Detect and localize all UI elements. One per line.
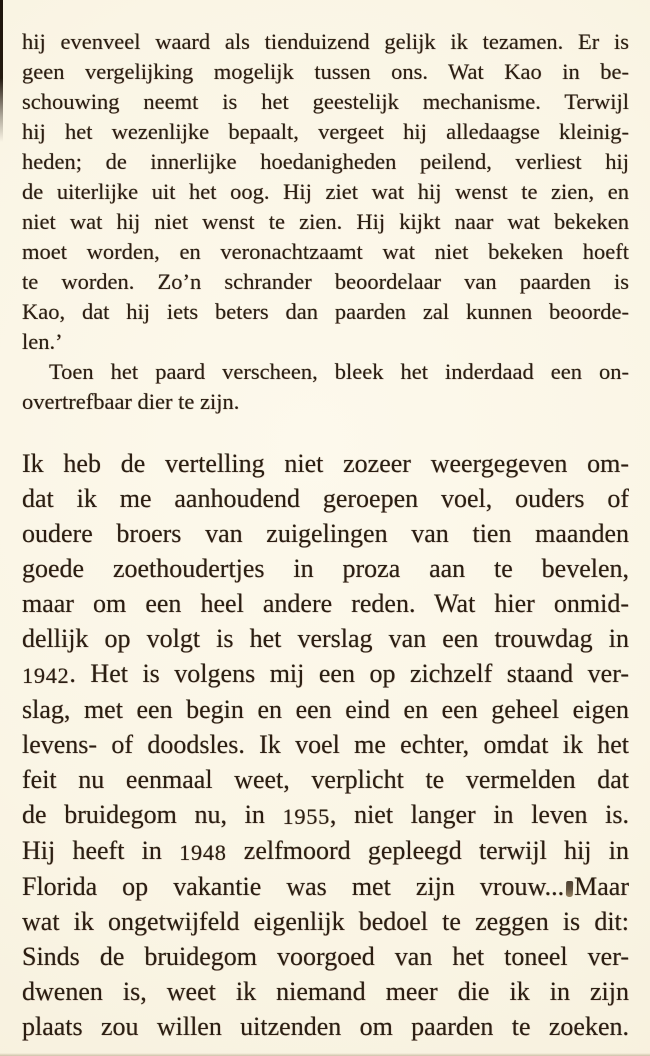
text-line: slag, met een begin en een eind en een geheel eigen bbox=[22, 695, 629, 724]
text-line: moet worden, en veronachtzaamt wat niet bekeken hoeft bbox=[22, 239, 629, 264]
text-line: feit nu eenmaal weet, verplicht te vermelden dat bbox=[22, 765, 629, 794]
text-line: niet wat hij niet wenst te zien. Hij kijkt naar wat bekeken bbox=[22, 209, 629, 234]
text-line: Hij heeft in 1948 zelfmoord gepleegd terwijl hij in bbox=[22, 836, 629, 866]
oldstyle-numeral: 1942 bbox=[22, 663, 70, 689]
text-line: hij evenveel waard als tienduizend gelijk ik tezamen. Er is bbox=[22, 29, 629, 54]
text-line: de uiterlijke uit het oog. Hij ziet wat hij wenst te zien, en bbox=[22, 179, 629, 204]
text-line: wat ik ongetwijfeld eigenlijk bedoel te zeggen is dit: bbox=[22, 907, 629, 936]
oldstyle-numeral: 1948 bbox=[179, 840, 227, 866]
text-line: dellijk op volgt is het verslag van een trouwdag in bbox=[22, 624, 629, 653]
text-line: hij het wezenlijke bepaalt, vergeet hij alledaagse kleinig- bbox=[22, 119, 629, 144]
scan-edge-artifact-left bbox=[0, 0, 3, 142]
text-line: Kao, dat hij iets beters dan paarden zal kunnen beoorde- bbox=[22, 299, 629, 324]
text-line: Ik heb de vertelling niet zozeer weergegeven om- bbox=[22, 449, 629, 478]
text-line: len.’ bbox=[22, 329, 63, 354]
text-line: dat ik me aanhoudend geroepen voel, ouders of bbox=[22, 484, 629, 513]
text-segment: Florida op vakantie was met zijn vrouw... bbox=[22, 872, 565, 901]
ink-smudge-mark bbox=[566, 881, 573, 897]
text-line: geen vergelijking mogelijk tussen ons. Wat Kao in be- bbox=[22, 59, 629, 84]
text-line: de bruidegom nu, in 1955, niet langer in leven is. bbox=[22, 800, 629, 830]
commentary-paragraph bbox=[22, 446, 629, 1044]
text-line: plaats zou willen uitzenden om paarden te zoeken. bbox=[22, 1012, 629, 1041]
text-line: te worden. Zo’n schrander beoordelaar van paarden is bbox=[22, 269, 629, 294]
text-line: maar om een heel andere reden. Wat hier onmid- bbox=[22, 589, 629, 618]
text-segment: Maar bbox=[574, 872, 629, 901]
text-line: heden; de innerlijke hoedanigheden peilend, verliest hij bbox=[22, 149, 629, 174]
text-line: 1942. Het is volgens mij een op zichzelf staand ver- bbox=[22, 659, 629, 689]
text-line: levens- of doodsles. Ik voel me echter, omdat ik het bbox=[22, 730, 629, 759]
text-line: schouwing neemt is het geestelijk mechanisme. Terwijl bbox=[22, 89, 629, 114]
tale-paragraph bbox=[22, 27, 629, 417]
text-line: Toen het paard verscheen, bleek het inderdaad een on- bbox=[49, 359, 629, 384]
text-line bbox=[22, 869, 629, 904]
text-line: oudere broers van zuigelingen van tien maanden bbox=[22, 519, 629, 548]
text-line: Sinds de bruidegom voorgoed van het toneel ver- bbox=[22, 942, 629, 971]
text-line: dwenen is, weet ik niemand meer die ik in zijn bbox=[22, 977, 629, 1006]
text-line: goede zoethoudertjes in proza aan te bevelen, bbox=[22, 554, 629, 583]
oldstyle-numeral: 1955 bbox=[282, 804, 330, 830]
text-line: overtrefbaar dier te zijn. bbox=[22, 389, 240, 414]
